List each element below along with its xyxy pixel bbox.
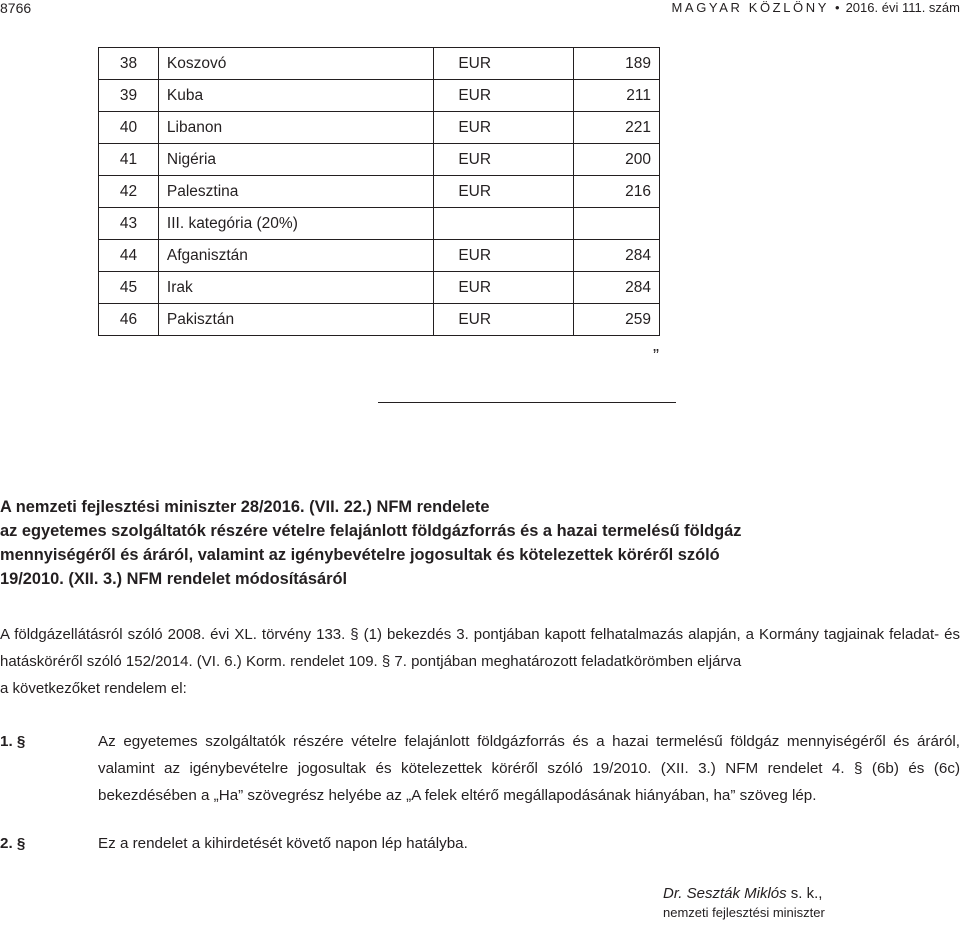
preamble-closing: a következőket rendelem el: bbox=[0, 680, 187, 697]
journal-name: MAGYAR KÖZLÖNY bbox=[671, 0, 830, 15]
page-number: 8766 bbox=[0, 0, 32, 16]
currency: EUR bbox=[434, 176, 574, 208]
country-name: Afganisztán bbox=[158, 240, 433, 272]
section-divider bbox=[378, 402, 676, 403]
row-number: 41 bbox=[99, 144, 159, 176]
table-row bbox=[99, 304, 660, 336]
amount: 216 bbox=[574, 176, 660, 208]
amount: 211 bbox=[574, 80, 660, 112]
issue-label: 2016. évi 111. szám bbox=[845, 0, 960, 15]
table-row bbox=[99, 208, 660, 240]
currency: EUR bbox=[434, 80, 574, 112]
table-row bbox=[99, 48, 660, 80]
decree-title-line: az egyetemes szolgáltatók részére vételre felajánlott földgázforrás és a hazai termelésű földgáz bbox=[0, 522, 742, 540]
currency: EUR bbox=[434, 112, 574, 144]
table-row bbox=[99, 112, 660, 144]
currency: EUR bbox=[434, 272, 574, 304]
country-name: Kuba bbox=[158, 80, 433, 112]
journal-header bbox=[672, 0, 960, 16]
row-number: 42 bbox=[99, 176, 159, 208]
table-row bbox=[99, 80, 660, 112]
decree-title bbox=[0, 495, 960, 591]
currency: EUR bbox=[434, 144, 574, 176]
currency: EUR bbox=[434, 240, 574, 272]
amount: 284 bbox=[574, 240, 660, 272]
row-number: 38 bbox=[99, 48, 159, 80]
decree-title-line: A nemzeti fejlesztési miniszter 28/2016. (VII. 22.) NFM rendelete bbox=[0, 498, 490, 516]
amount: 200 bbox=[574, 144, 660, 176]
country-name: Palesztina bbox=[158, 176, 433, 208]
country-name: Libanon bbox=[158, 112, 433, 144]
signature-block bbox=[663, 884, 825, 922]
amount: 221 bbox=[574, 112, 660, 144]
currency bbox=[434, 208, 574, 240]
currency: EUR bbox=[434, 48, 574, 80]
header-separator: • bbox=[835, 0, 840, 15]
currency: EUR bbox=[434, 304, 574, 336]
category-heading: III. kategória (20%) bbox=[158, 208, 433, 240]
section-number: 2. § bbox=[0, 835, 26, 852]
row-number: 39 bbox=[99, 80, 159, 112]
country-name: Pakisztán bbox=[158, 304, 433, 336]
row-number: 44 bbox=[99, 240, 159, 272]
signatory bbox=[663, 884, 825, 904]
country-name: Nigéria bbox=[158, 144, 433, 176]
row-number: 40 bbox=[99, 112, 159, 144]
table-row bbox=[99, 176, 660, 208]
decree-title-line: 19/2010. (XII. 3.) NFM rendelet módosításáról bbox=[0, 570, 348, 588]
section-1 bbox=[0, 728, 960, 809]
country-amount-table bbox=[98, 47, 660, 336]
row-number: 45 bbox=[99, 272, 159, 304]
country-name: Irak bbox=[158, 272, 433, 304]
preamble-text: A földgázellátásról szóló 2008. évi XL. törvény 133. § (1) bekezdés 3. pontjában kapott felhatalmazás alapján, a Kormány tagjainak feladat- és hatásköréről szóló 152/2014. (VI. 6.) Korm. rendelet 109. § 7. pontjában meghatározott feladatkörömben eljárva bbox=[0, 626, 960, 670]
row-number: 43 bbox=[99, 208, 159, 240]
signatory-title: nemzeti fejlesztési miniszter bbox=[663, 905, 825, 920]
signature-suffix: s. k., bbox=[786, 885, 823, 902]
table-row bbox=[99, 144, 660, 176]
country-name: Koszovó bbox=[158, 48, 433, 80]
section-text: Ez a rendelet a kihirdetését követő napon lép hatályba. bbox=[98, 835, 468, 852]
table-row bbox=[99, 272, 660, 304]
preamble bbox=[0, 621, 960, 702]
amount: 284 bbox=[574, 272, 660, 304]
table-row bbox=[99, 240, 660, 272]
amount: 189 bbox=[574, 48, 660, 80]
section-number: 1. § bbox=[0, 733, 26, 750]
section-text: Az egyetemes szolgáltatók részére vételre felajánlott földgázforrás és a hazai termelésű földgáz mennyiségéről és áráról, valamint az igénybevételre jogosultak és kötelezettek köréről szóló 19/2010. (XII. 3.) NFM rendelet 4. § (6b) és (6c) bekezdésében a „Ha” szövegrész helyébe az „A felek eltérő megállapodásának hiányában, ha” szöveg lép. bbox=[98, 733, 960, 804]
signatory-name: Dr. Seszták Miklós bbox=[663, 885, 787, 902]
closing-quote: ” bbox=[653, 346, 659, 366]
row-number: 46 bbox=[99, 304, 159, 336]
section-2 bbox=[0, 830, 960, 857]
amount bbox=[574, 208, 660, 240]
decree-title-line: mennyiségéről és áráról, valamint az igénybevételre jogosultak és kötelezettek köréről szóló bbox=[0, 546, 720, 564]
amount: 259 bbox=[574, 304, 660, 336]
